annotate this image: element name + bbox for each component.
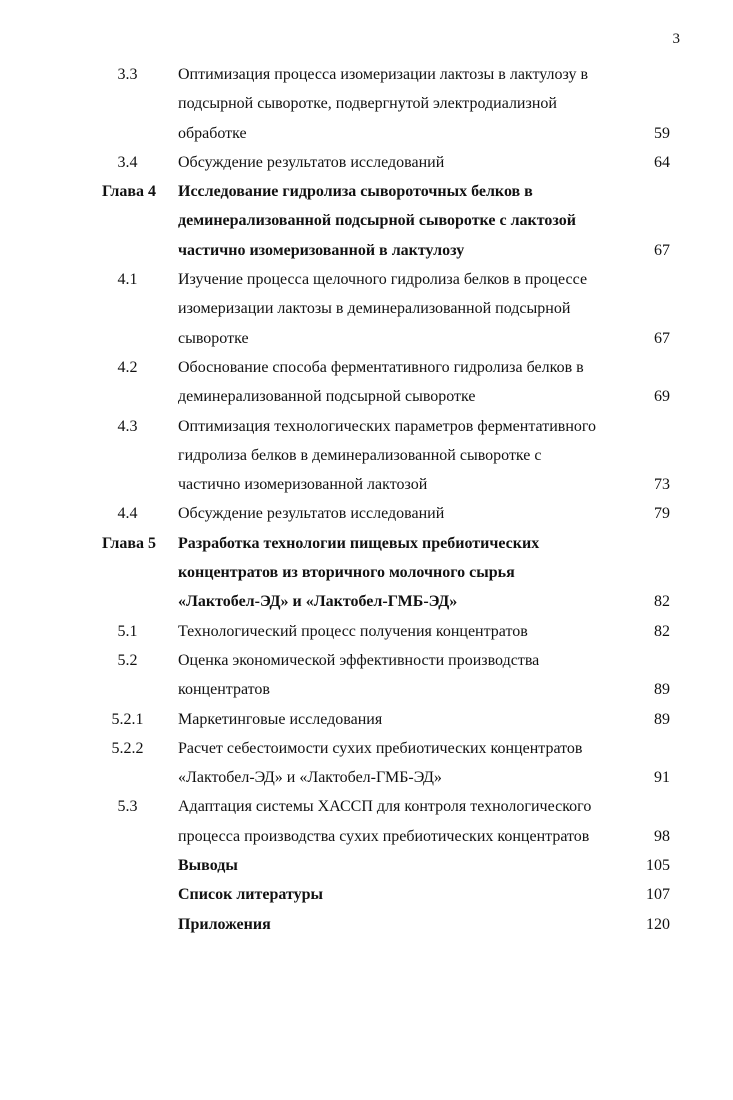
toc-section-number: 4.2 [117, 358, 138, 376]
toc-line [0, 148, 733, 177]
toc-title-text: изомеризации лактозы в деминерализованной подсырной [178, 300, 571, 318]
toc-line [0, 617, 733, 646]
toc-title-text: Обсуждение результатов исследований [178, 153, 445, 171]
toc-page-number: 107 [646, 886, 670, 904]
toc-entry [0, 412, 733, 500]
toc-line [0, 177, 733, 206]
toc-title-text: сыворотке [178, 329, 249, 347]
toc-line [0, 910, 733, 939]
toc-title-text: Обсуждение результатов исследований [178, 505, 445, 523]
toc-title-text: обработке [178, 124, 247, 142]
toc-entry [0, 734, 733, 793]
toc-page-number: 82 [654, 622, 670, 640]
toc-line [0, 60, 733, 89]
toc-title-text: Маркетинговые исследования [178, 710, 383, 728]
toc-title-text: Разработка технологии пищевых пребиотических [178, 534, 540, 552]
toc-entry [0, 880, 733, 909]
toc-line [0, 763, 733, 792]
toc-section-number: 4.3 [117, 417, 138, 435]
toc-line [0, 206, 733, 235]
toc-line [0, 529, 733, 558]
toc-page-number: 91 [654, 769, 670, 787]
toc-line [0, 558, 733, 587]
toc-title-text: Выводы [178, 857, 238, 875]
toc-line [0, 675, 733, 704]
toc-page-number: 73 [654, 476, 670, 494]
toc-title-text: Оптимизация процесса изомеризации лактозы в лактулозу в [178, 66, 589, 83]
toc-section-number: Глава 4 [102, 183, 156, 201]
toc-section-number: 5.3 [117, 798, 138, 816]
toc-line [0, 851, 733, 880]
toc-page-number: 120 [646, 915, 670, 933]
toc-page-number: 59 [654, 124, 670, 142]
toc-title-text: «Лактобел-ЭД» и «Лактобел-ГМБ-ЭД» [178, 769, 442, 787]
toc-title-text: Расчет себестоимости сухих пребиотических концентратов [178, 739, 583, 757]
toc-line [0, 646, 733, 675]
toc-section-number: 3.4 [117, 153, 138, 171]
toc-title-text: Изучение процесса щелочного гидролиза белков в процессе [178, 271, 588, 289]
toc-entry [0, 353, 733, 412]
toc-entry [0, 148, 733, 177]
toc-line [0, 89, 733, 118]
toc-page-number: 105 [646, 857, 670, 875]
toc-title-text: гидролиза белков в деминерализованной сыворотке с [178, 446, 542, 464]
toc-title-text: Обоснование способа ферментативного гидролиза белков в [178, 358, 584, 376]
table-of-contents [0, 60, 733, 939]
toc-title-text: частично изомеризованной в лактулозу [178, 241, 465, 259]
toc-page-number: 79 [654, 505, 670, 523]
toc-entry [0, 646, 733, 705]
toc-title-text: Исследование гидролиза сывороточных белков в [178, 183, 533, 201]
toc-line [0, 353, 733, 382]
toc-page-number: 89 [654, 681, 670, 699]
toc-chapter-entry [0, 177, 733, 265]
toc-line [0, 382, 733, 411]
toc-line [0, 294, 733, 323]
toc-line [0, 880, 733, 909]
toc-line [0, 119, 733, 148]
toc-page-number: 89 [654, 710, 670, 728]
toc-title-text: Оптимизация технологических параметров ферментативного [178, 417, 597, 435]
toc-section-number: 4.4 [117, 505, 138, 523]
toc-line [0, 412, 733, 441]
toc-line [0, 324, 733, 353]
toc-section-number: 5.2.2 [111, 739, 144, 757]
toc-section-number: 5.2 [117, 651, 138, 669]
toc-title-text: подсырной сыворотке, подвергнутой электродиализной [178, 95, 557, 113]
toc-title-text: Приложения [178, 915, 271, 933]
toc-section-number: 4.1 [117, 271, 138, 289]
toc-title-text: деминерализованной подсырной сыворотке с лактозой [178, 212, 576, 230]
toc-section-number: 3.3 [117, 66, 138, 83]
toc-section-number: 5.2.1 [111, 710, 144, 728]
toc-line [0, 265, 733, 294]
toc-title-text: Адаптация системы ХАССП для контроля технологического [178, 798, 592, 816]
toc-line [0, 236, 733, 265]
toc-line [0, 499, 733, 528]
toc-title-text: концентратов [178, 681, 270, 699]
toc-page-number: 98 [654, 827, 670, 845]
toc-line [0, 822, 733, 851]
toc-title-text: частично изомеризованной лактозой [178, 476, 428, 494]
toc-page-number: 82 [654, 593, 670, 611]
toc-line [0, 441, 733, 470]
toc-title-text: Список литературы [178, 886, 323, 904]
toc-entry [0, 617, 733, 646]
toc-title-text: Оценка экономической эффективности производства [178, 651, 540, 669]
toc-chapter-entry [0, 529, 733, 617]
toc-title-text: «Лактобел-ЭД» и «Лактобел-ГМБ-ЭД» [178, 593, 458, 611]
toc-entry [0, 499, 733, 528]
toc-line [0, 470, 733, 499]
toc-line [0, 705, 733, 734]
toc-title-text: деминерализованной подсырной сыворотке [178, 388, 476, 406]
toc-title-text: Технологический процесс получения концентратов [178, 622, 528, 640]
page-number: 3 [672, 31, 680, 47]
toc-section-number: 5.1 [117, 622, 138, 640]
toc-entry [0, 851, 733, 880]
toc-entry [0, 705, 733, 734]
toc-title-text: концентратов из вторичного молочного сырья [178, 564, 515, 582]
toc-line [0, 587, 733, 616]
toc-entry [0, 60, 733, 148]
toc-line [0, 734, 733, 763]
toc-page-number: 67 [654, 241, 670, 259]
toc-line [0, 792, 733, 821]
toc-entry [0, 792, 733, 851]
toc-section-number: Глава 5 [102, 534, 156, 552]
toc-page-number: 67 [654, 329, 670, 347]
toc-page-number: 64 [654, 153, 670, 171]
toc-title-text: процесса производства сухих пребиотических концентратов [178, 827, 590, 845]
toc-page-number: 69 [654, 388, 670, 406]
toc-entry [0, 910, 733, 939]
toc-entry [0, 265, 733, 353]
